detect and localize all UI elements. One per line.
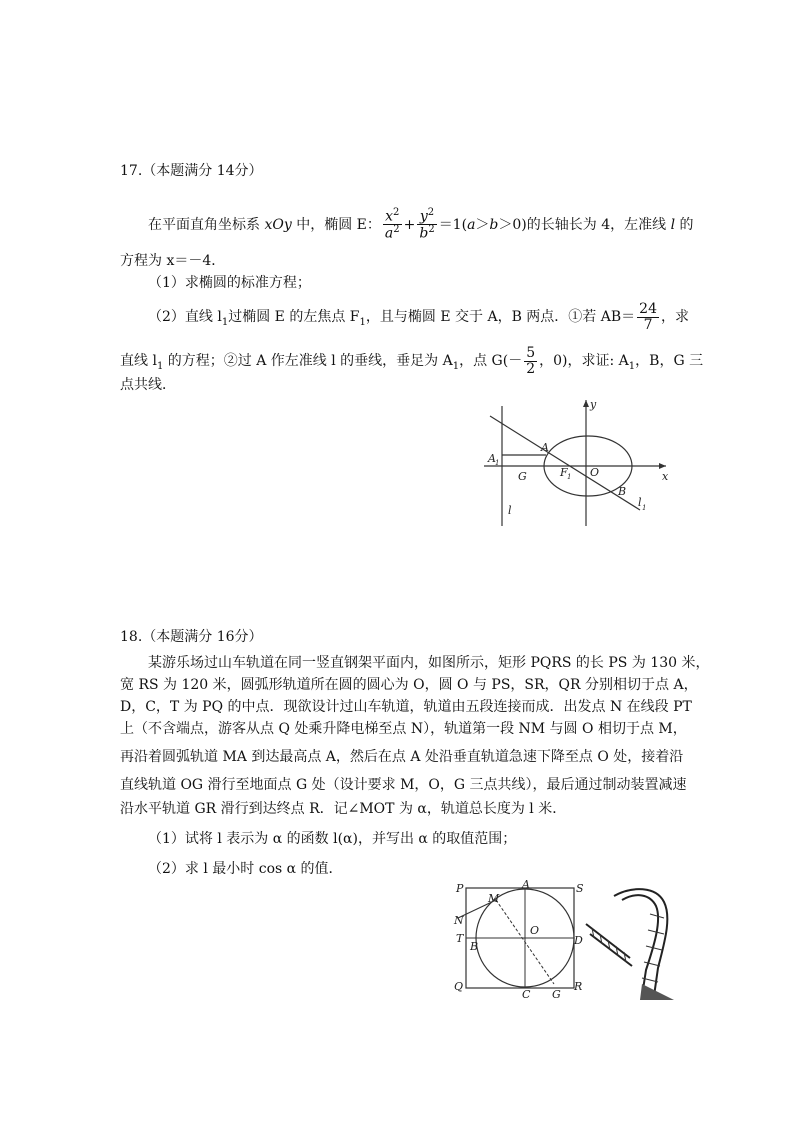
- label-l1: l: [638, 496, 642, 509]
- label-a1: A: [488, 452, 496, 465]
- q17-frac-y: $\frac{y^2}{b^2}$: [419, 207, 435, 242]
- label-p: P: [456, 882, 464, 895]
- q18-p5: 再沿着圆弧轨道 MA 到达最高点 A，然后在点 A 处沿垂直轨道急速下降至点 O 处，接着沿: [120, 749, 684, 765]
- q18-p1: 某游乐场过山车轨道在同一竖直钢架平面内，如图所示，矩形 PQRS 的长 PS 为 130 米，: [148, 655, 710, 671]
- q18-p3: D，C，T 为 PQ 的中点．现欲设计过山车轨道，轨道由五段连接而成．出发点 N 在线段 PT: [120, 699, 692, 715]
- label-x: x: [662, 470, 669, 483]
- label-q: Q: [454, 980, 464, 993]
- q17-line1: 在平面直角坐标系 xOy 中，椭圆 E： $\frac{x^2}{a^2}$ + $\frac{y^2}{b^2}$ ＝1(a＞b＞0)的长轴长为 4，左准线 l 的: [148, 207, 694, 242]
- q17-frac-x: $\frac{x^2}{a^2}$: [384, 207, 400, 242]
- label-a1-sub: 1: [495, 459, 500, 467]
- label-f1: F: [560, 466, 568, 479]
- label-b: B: [470, 940, 479, 953]
- q17-coord-system: xOy: [264, 216, 292, 233]
- label-o: O: [590, 466, 600, 479]
- q18-p7: 沿水平轨道 GR 滑行到达终点 R．记∠MOT 为 α，轨道总长度为 l 米．: [120, 801, 567, 817]
- label-r: R: [574, 980, 583, 993]
- q17-line4: 直线 $l_1$ 的方程；②过 A 作左准线 l 的垂线，垂足为 $A_1$，点 G(－ $\frac{5}{2}$ ，0)，求证: $A_1$，B，G 三: [120, 345, 704, 377]
- label-g: G: [552, 988, 561, 1000]
- q17-part1: （1）求椭圆的标准方程；: [148, 275, 311, 291]
- label-a: A: [541, 441, 549, 454]
- coaster-tower-right: [614, 889, 667, 996]
- q17-line2: 方程为 x＝－4．: [120, 253, 226, 269]
- q18-part1: （1）试将 l 表示为 α 的函数 l(α)，并写出 α 的取值范围；: [148, 831, 517, 847]
- label-b: B: [618, 485, 627, 498]
- q18-p4: 上（不含端点，游客从点 Q 处乘升降电梯至点 N），轨道第一段 NM 与圆 O 相切于点 M，: [120, 721, 687, 737]
- coaster-base: [640, 984, 674, 1000]
- q17-header: 17.（本题满分 14分）: [120, 163, 263, 179]
- q17-text: 中，椭圆 E：: [291, 216, 381, 233]
- label-f1-sub: 1: [567, 473, 572, 481]
- y-axis-arrow: [583, 400, 589, 407]
- q17-line5: 点共线．: [120, 377, 176, 393]
- q18-p6: 直线轨道 OG 滑行至地面点 G 处（设计要求 M，O，G 三点共线），最后通过制动装置减速: [120, 777, 687, 793]
- q18-track-figure: [450, 880, 590, 1000]
- q17-text: 在平面直角坐标系: [148, 216, 265, 233]
- q18-p2: 宽 RS 为 120 米，圆弧形轨道所在圆的圆心为 O，圆 O 与 PS，SR，QR 分别相切于点 A，: [120, 677, 698, 693]
- label-d: D: [574, 934, 583, 947]
- label-s: S: [576, 882, 584, 895]
- label-m: M: [488, 892, 500, 905]
- q17-frac-g: $\frac{5}{2}$: [526, 345, 536, 377]
- q18-part2: （2）求 l 最小时 cos α 的值．: [148, 861, 343, 877]
- label-o: O: [530, 924, 540, 937]
- label-a: A: [522, 880, 530, 891]
- q17-part2: （2）直线 $l_1$过椭圆 E 的左焦点 $F_1$，且与椭圆 E 交于 A，B 两点．①若 AB＝ $\frac{24}{7}$ ，求: [148, 301, 689, 333]
- roller-coaster-photo: [584, 884, 674, 1000]
- q17-ellipse-figure: [478, 396, 672, 530]
- label-l1-sub: 1: [642, 504, 647, 512]
- label-l: l: [508, 504, 512, 517]
- label-c: C: [522, 988, 531, 1000]
- q17-frac-ab: $\frac{24}{7}$: [639, 301, 657, 333]
- label-t: T: [456, 932, 464, 945]
- x-axis-arrow: [659, 463, 666, 469]
- label-g: G: [518, 470, 527, 483]
- q18-header: 18.（本题满分 16分）: [120, 629, 263, 645]
- label-n: N: [454, 914, 464, 927]
- label-y: y: [590, 398, 597, 411]
